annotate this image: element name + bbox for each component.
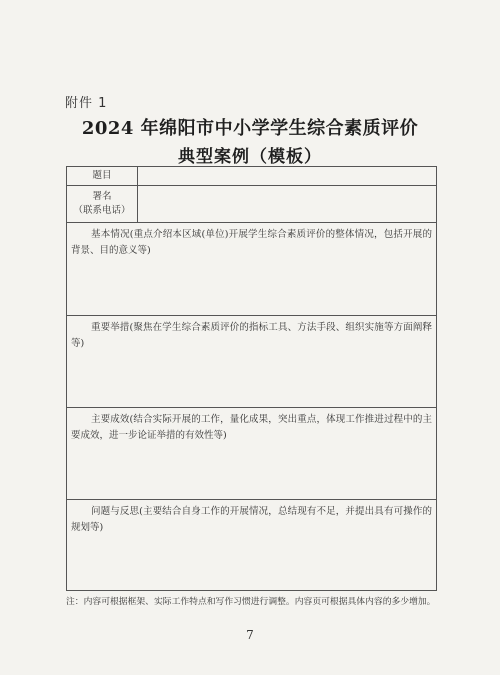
title-label-cell xyxy=(67,167,138,185)
section-key-measures[interactable] xyxy=(67,316,436,408)
case-template-form xyxy=(66,166,437,591)
contact-phone-label: （联系电话） xyxy=(73,205,131,216)
section-basic-situation-text: 基本情况(重点介绍本区域(单位)开展学生综合素质评价的整体情况，包括开展的背景、目的意义等) xyxy=(71,229,432,256)
form-row-title xyxy=(67,167,436,186)
author-input-cell[interactable] xyxy=(138,186,436,222)
author-label: 署名 xyxy=(92,191,112,202)
document-title-line1: 2024 年绵阳市中小学学生综合素质评价 xyxy=(81,118,419,139)
section-problems-reflection-text: 问题与反思(主要结合自身工作的开展情况，总结现有不足，并提出具有可操作的规划等) xyxy=(71,506,432,533)
title-input-cell[interactable] xyxy=(138,167,436,185)
footnote: 注：内容可根据框架、实际工作特点和写作习惯进行调整。内容页可根据具体内容的多少增加。 xyxy=(66,597,436,607)
section-main-results[interactable] xyxy=(67,408,436,500)
section-key-measures-text: 重要举措(聚焦在学生综合素质评价的指标工具、方法手段、组织实施等方面阐释等) xyxy=(71,322,432,349)
form-row-author xyxy=(67,186,436,223)
section-main-results-text: 主要成效(结合实际开展的工作，量化成果，突出重点，体现工作推进过程中的主要成效，进一步论证举措的有效性等) xyxy=(71,414,432,441)
page-number: 7 xyxy=(246,628,254,642)
title-label: 题目 xyxy=(92,170,112,181)
section-basic-situation[interactable] xyxy=(67,223,436,316)
section-problems-reflection[interactable] xyxy=(67,500,436,590)
author-label-cell xyxy=(67,186,138,222)
attachment-label: 附件 1 xyxy=(65,96,108,111)
document-title-line2: 典型案例（模板） xyxy=(178,147,322,167)
